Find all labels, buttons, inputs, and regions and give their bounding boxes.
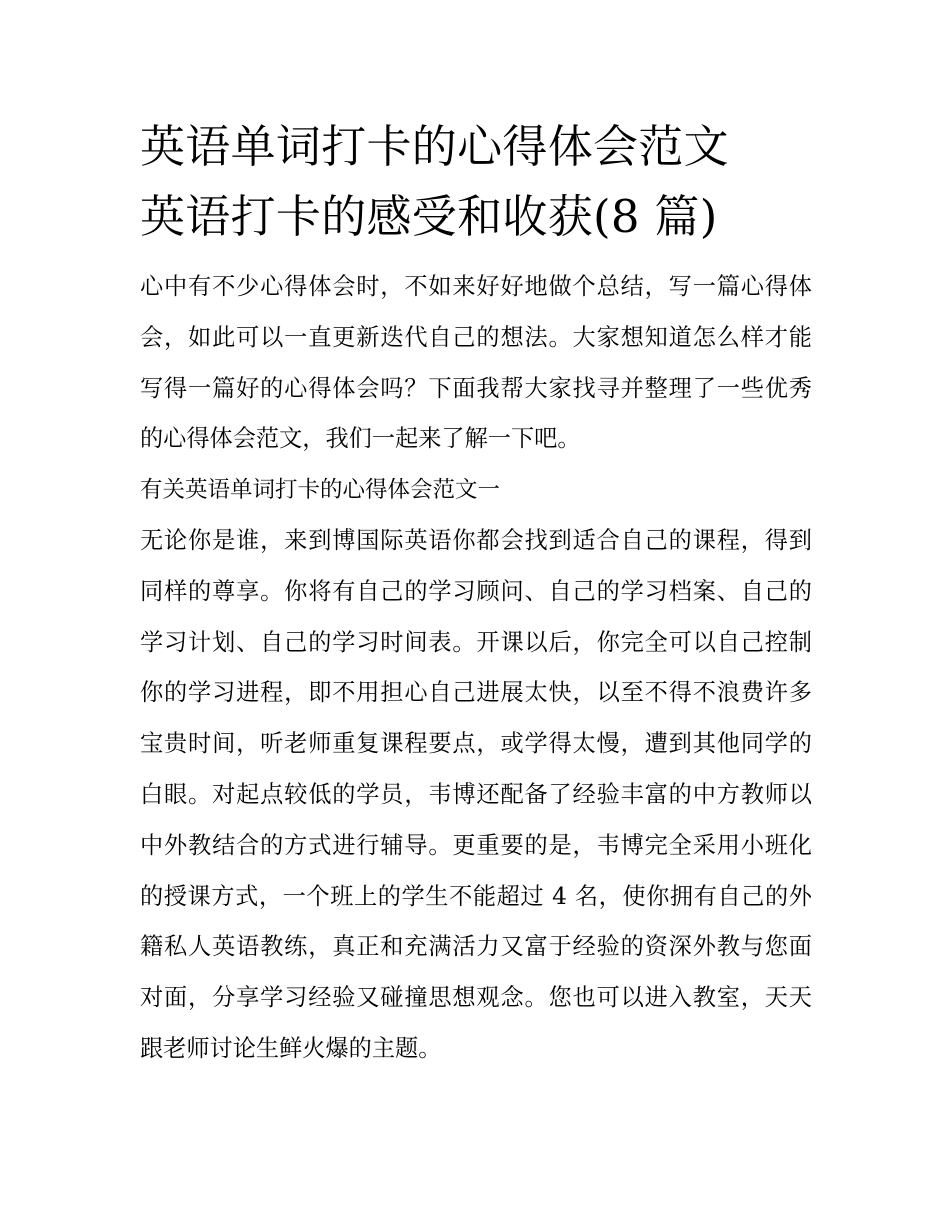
title-line-2: 英语打卡的感受和收获(8 篇) (140, 190, 718, 243)
document-content (140, 112, 812, 1075)
body-paragraph: 无论你是谁，来到博国际英语你都会找到适合自己的课程，得到同样的尊享。你将有自己的学习顾问、自己的学习档案、自己的学习计划、自己的学习时间表。开课以后，你完全可以自己控制你的学习进程，即不用担心自己进展太快，以至不得不浪费许多宝贵时间，听老师重复课程要点，或学得太慢，遭到其他同学的白眼。对起点较低的学员，韦博还配备了经验丰富的中方教师以中外教结合的方式进行辅导。更重要的是，韦博完全采用小班化的授课方式，一个班上的学生不能超过 4 名，使你拥有自己的外籍私人英语教练，真正和充满活力又富于经验的资深外教与您面对面，分享学习经验又碰撞思想观念。您也可以进入教室，天天跟老师讨论生鲜火爆的主题。 (140, 526, 812, 1062)
document-title (140, 112, 812, 252)
section-heading: 有关英语单词打卡的心得体会范文一 (140, 477, 501, 504)
intro-paragraph: 心中有不少心得体会时，不如来好好地做个总结，写一篇心得体会，如此可以一直更新迭代自己的想法。大家想知道怎么样才能写得一篇好的心得体会吗？下面我帮大家找寻并整理了一些优秀的心得体会范文，我们一起来了解一下吧。 (140, 273, 812, 453)
title-line-1: 英语单词打卡的心得体会范文 (140, 120, 729, 173)
